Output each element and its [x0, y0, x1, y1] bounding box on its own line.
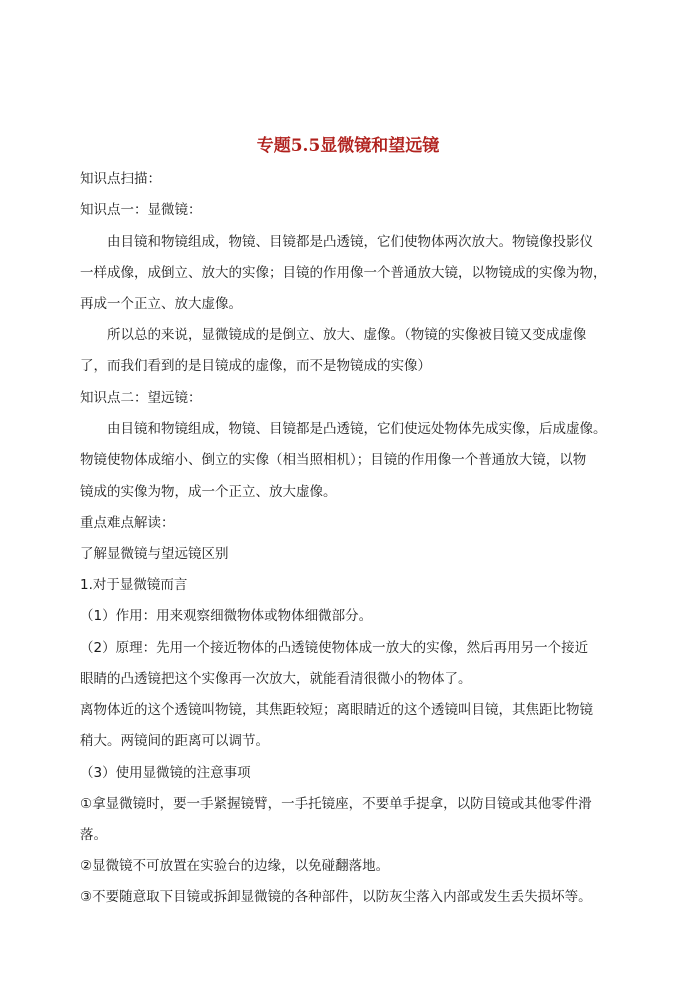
paragraph-line: 物镜使物体成缩小、倒立的实像（相当照相机）；目镜的作用像一个普通放大镜，以物: [80, 452, 587, 468]
paragraph-line: 所以总的来说，显微镜成的是倒立、放大、虚像。（物镜的实像被目镜又变成虚像: [107, 327, 587, 343]
list-heading-microscope: 1.对于显微镜而言: [80, 577, 188, 593]
subheading-difference: 了解显微镜与望远镜区别: [80, 546, 229, 562]
paragraph-line: 一样成像，成倒立、放大的实像；目镜的作用像一个普通放大镜，以物镜成的实像为物，: [80, 265, 607, 281]
section-heading-key-points: 重点难点解读：: [80, 515, 175, 531]
list-item: ①拿显微镜时，要一手紧握镜臂，一手托镜座，不要单手提拿，以防目镜或其他零件滑: [80, 796, 592, 812]
list-item: ②显微镜不可放置在实验台的边缘，以免碰翻落地。: [80, 858, 390, 874]
paragraph-line: 离物体近的这个透镜叫物镜，其焦距较短；离眼睛近的这个透镜叫目镜，其焦距比物镜: [80, 702, 593, 718]
section-heading-microscope: 知识点一：显微镜：: [80, 202, 202, 218]
paragraph-line: 眼睛的凸透镜把这个实像再一次放大，就能看清很微小的物体了。: [80, 671, 472, 687]
paragraph-line: 了，而我们看到的是目镜成的虚像，而不是物镜成的实像）: [80, 358, 431, 374]
list-item: （1）作用：用来观察细微物体或物体细微部分。: [80, 608, 373, 624]
list-item: （3）使用显微镜的注意事项: [80, 765, 251, 781]
paragraph-line: 再成一个正立、放大虚像。: [80, 296, 242, 312]
paragraph-line: 由目镜和物镜组成，物镜、目镜都是凸透镜，它们使远处物体先成实像，后成虚像。: [107, 421, 607, 437]
list-item: ③不要随意取下目镜或拆卸显微镜的各种部件，以防灰尘落入内部或发生丢失损坏等。: [80, 889, 592, 905]
list-item: （2）原理：先用一个接近物体的凸透镜使物体成一放大的实像，然后再用另一个接近: [80, 640, 589, 656]
paragraph-line: 镜成的实像为物，成一个正立、放大虚像。: [80, 484, 337, 500]
paragraph-line: 落。: [80, 827, 107, 843]
section-heading-telescope: 知识点二：望远镜：: [80, 390, 202, 406]
paragraph-line: 由目镜和物镜组成，物镜、目镜都是凸透镜，它们使物体两次放大。物镜像投影仪: [107, 234, 593, 250]
paragraph-line: 稍大。两镜间的距离可以调节。: [80, 733, 269, 749]
section-heading-overview: 知识点扫描：: [80, 171, 161, 187]
page-title: 专题5.5显微镜和望远镜: [256, 136, 440, 156]
